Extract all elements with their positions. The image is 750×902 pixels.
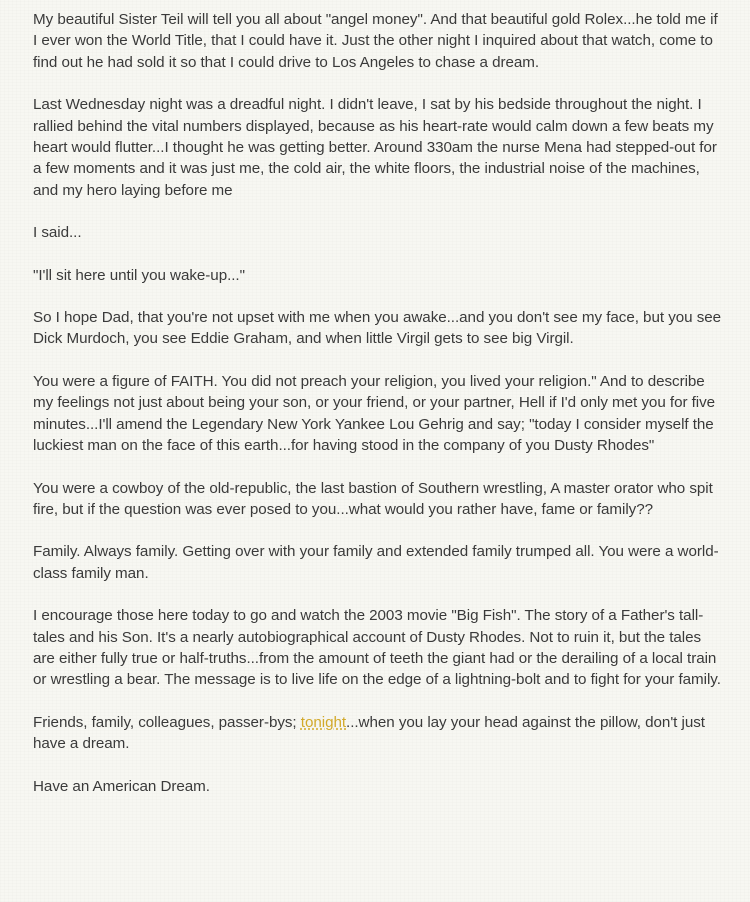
paragraph-friends xyxy=(33,712,722,755)
tonight-link[interactable]: tonight xyxy=(300,713,347,731)
paragraph-closing: Have an American Dream. xyxy=(33,777,210,795)
paragraph-figure-of-faith: You were a figure of FAITH. You did not preach your religion, you lived your religion." And to describe my feelings not just about being your son, or your friend, or your partner, Hell if I'd only met you for five minutes...I'll amend the Legendary New York Yankee Lou Gehrig and say; "today I consider myself the luckiest man on the face of this earth...for having stood in the company of you Dusty Rhodes" xyxy=(33,372,716,455)
paragraph-big-fish: I encourage those here today to go and watch the 2003 movie "Big Fish". The story of a Father's tall-tales and his Son. It's a nearly autobiographical account of Dusty Rhodes. Not to ruin it, but the tales are either fully true or half-truths...from the amount of teeth the giant had or the derailing of a local train or wrestling a bear. The message is to live life on the edge of a lightning-bolt and to fight for your family. xyxy=(33,607,721,689)
paragraph-angel-money: My beautiful Sister Teil will tell you all about "angel money". And that beautiful gold Rolex...he told me if I ever won the World Title, that I could have it. Just the other night I inquired about that watch, come to find out he had sold it so that I could drive to Los Angeles to chase a dream. xyxy=(33,11,718,71)
paragraph-i-said: I said... xyxy=(33,224,82,242)
paragraph-hope-dad: So I hope Dad, that you're not upset with me when you awake...and you don't see my face, but you see Dick Murdoch, you see Eddie Graham, and when little Virgil gets to see big Virgil. xyxy=(33,309,722,348)
paragraph-cowboy: You were a cowboy of the old-republic, the last bastion of Southern wrestling, A master orator who spit fire, but if the question was ever posed to you...what would you rather have, fame or family?? xyxy=(33,479,713,518)
friends-text-after: ...when you lay your head against the pillow, don't just have a dream. xyxy=(33,713,705,753)
paragraph-quote-wake-up: "I'll sit here until you wake-up..." xyxy=(33,266,245,284)
paragraph-family: Family. Always family. Getting over with your family and extended family trumped all. You were a world-class family man. xyxy=(33,543,719,582)
friends-text-before: Friends, family, colleagues, passer-bys; xyxy=(33,713,301,731)
paragraph-wednesday-night: Last Wednesday night was a dreadful night. I didn't leave, I sat by his bedside throughout the night. I rallied behind the vital numbers displayed, because as his heart-rate would calm down a few beats my heart would flutter...I thought he was getting better. Around 330am the nurse Mena had stepped-out for a few moments and it was just me, the cold air, the white floors, the industrial noise of the machines, and my hero laying before me xyxy=(33,96,717,199)
